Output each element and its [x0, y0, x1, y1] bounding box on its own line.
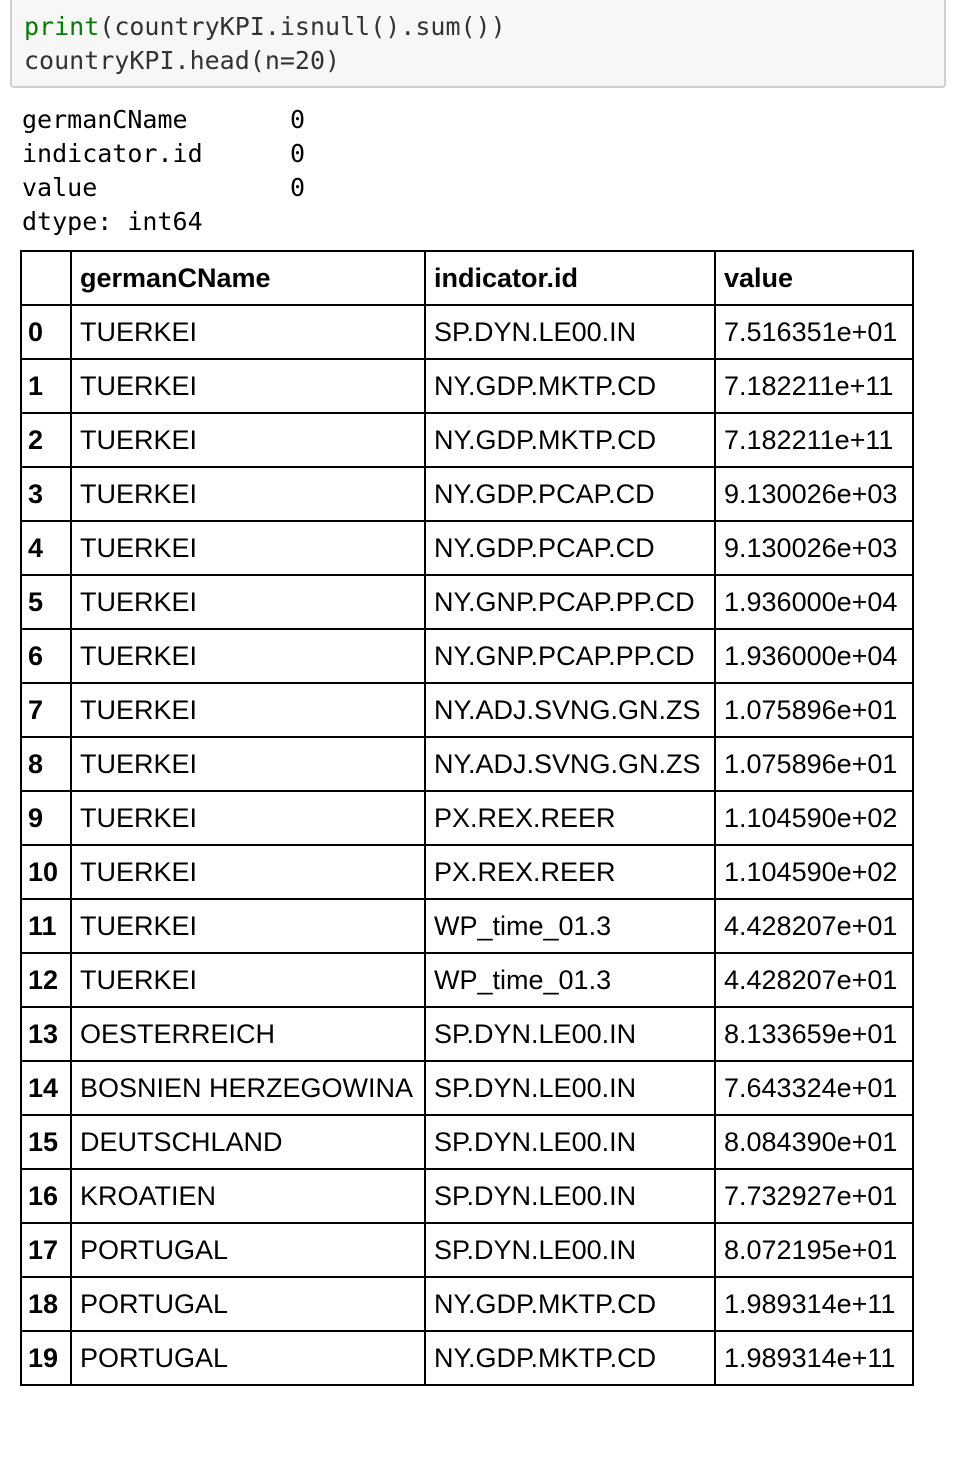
row-index: 19: [21, 1331, 71, 1385]
stdout-value: 0: [290, 105, 306, 134]
table-row: [21, 629, 913, 683]
cell-value: 7.182211e+11: [715, 413, 913, 467]
cell-germancname: TUERKEI: [71, 953, 425, 1007]
table-row: [21, 1007, 913, 1061]
table-row: [21, 305, 913, 359]
table-row: [21, 1061, 913, 1115]
table-body: [21, 305, 913, 1385]
stdout-row: [22, 103, 330, 137]
cell-germancname: DEUTSCHLAND: [71, 1115, 425, 1169]
table-row: [21, 845, 913, 899]
stdout-value: 0: [290, 173, 306, 202]
cell-germancname: BOSNIEN HERZEGOWINA: [71, 1061, 425, 1115]
cell-value: 7.643324e+01: [715, 1061, 913, 1115]
cell-value: 1.989314e+11: [715, 1331, 913, 1385]
table-row: [21, 359, 913, 413]
stdout-row: [22, 137, 330, 171]
cell-value: 8.072195e+01: [715, 1223, 913, 1277]
row-index: 1: [21, 359, 71, 413]
cell-value: 8.133659e+01: [715, 1007, 913, 1061]
table-header-row: [21, 251, 913, 305]
table-row: [21, 413, 913, 467]
cell-germancname: TUERKEI: [71, 845, 425, 899]
code-cell-input[interactable]: [10, 0, 946, 88]
column-header-value: value: [715, 251, 913, 305]
row-index: 14: [21, 1061, 71, 1115]
index-header: [21, 251, 71, 305]
row-index: 13: [21, 1007, 71, 1061]
stdout-dtype: dtype: int64: [22, 207, 203, 236]
row-index: 4: [21, 521, 71, 575]
cell-germancname: PORTUGAL: [71, 1223, 425, 1277]
stdout-series: [22, 103, 330, 205]
table-row: [21, 575, 913, 629]
stdout-value: 0: [290, 139, 306, 168]
cell-indicator-id: SP.DYN.LE00.IN: [425, 1223, 715, 1277]
cell-value: 9.130026e+03: [715, 521, 913, 575]
cell-germancname: PORTUGAL: [71, 1331, 425, 1385]
cell-indicator-id: NY.GDP.MKTP.CD: [425, 1331, 715, 1385]
code-line-1-rest: (countryKPI.isnull().sum()): [99, 12, 506, 41]
code-print-keyword: print: [24, 12, 100, 41]
cell-indicator-id: SP.DYN.LE00.IN: [425, 305, 715, 359]
cell-value: 7.732927e+01: [715, 1169, 913, 1223]
cell-value: 4.428207e+01: [715, 899, 913, 953]
row-index: 17: [21, 1223, 71, 1277]
cell-germancname: TUERKEI: [71, 683, 425, 737]
cell-indicator-id: NY.GNP.PCAP.PP.CD: [425, 575, 715, 629]
cell-germancname: TUERKEI: [71, 467, 425, 521]
cell-value: 1.989314e+11: [715, 1277, 913, 1331]
column-header-germancname: germanCName: [71, 251, 425, 305]
table-row: [21, 953, 913, 1007]
cell-value: 1.104590e+02: [715, 845, 913, 899]
code-line-1: [24, 10, 506, 44]
row-index: 10: [21, 845, 71, 899]
cell-indicator-id: NY.GDP.MKTP.CD: [425, 413, 715, 467]
table-row: [21, 521, 913, 575]
cell-germancname: TUERKEI: [71, 575, 425, 629]
table-row: [21, 467, 913, 521]
row-index: 0: [21, 305, 71, 359]
table-row: [21, 1169, 913, 1223]
table-row: [21, 1223, 913, 1277]
table-row: [21, 1331, 913, 1385]
row-index: 9: [21, 791, 71, 845]
stdout-row: [22, 171, 330, 205]
table-row: [21, 737, 913, 791]
dataframe-table: [20, 250, 914, 1386]
cell-value: 1.104590e+02: [715, 791, 913, 845]
cell-germancname: PORTUGAL: [71, 1277, 425, 1331]
row-index: 7: [21, 683, 71, 737]
cell-indicator-id: SP.DYN.LE00.IN: [425, 1169, 715, 1223]
cell-value: 7.516351e+01: [715, 305, 913, 359]
cell-germancname: TUERKEI: [71, 521, 425, 575]
row-index: 6: [21, 629, 71, 683]
cell-indicator-id: NY.GDP.MKTP.CD: [425, 1277, 715, 1331]
cell-germancname: OESTERREICH: [71, 1007, 425, 1061]
stdout-key: germanCName: [22, 105, 188, 134]
cell-indicator-id: SP.DYN.LE00.IN: [425, 1061, 715, 1115]
cell-value: 4.428207e+01: [715, 953, 913, 1007]
row-index: 12: [21, 953, 71, 1007]
cell-indicator-id: NY.ADJ.SVNG.GN.ZS: [425, 737, 715, 791]
table-row: [21, 1277, 913, 1331]
stdout-key: value: [22, 173, 98, 202]
cell-value: 1.936000e+04: [715, 575, 913, 629]
cell-germancname: TUERKEI: [71, 791, 425, 845]
table-row: [21, 1115, 913, 1169]
cell-germancname: TUERKEI: [71, 899, 425, 953]
row-index: 5: [21, 575, 71, 629]
cell-value: 9.130026e+03: [715, 467, 913, 521]
code-line-2: countryKPI.head(n=20): [24, 46, 341, 75]
row-index: 15: [21, 1115, 71, 1169]
stdout-output: [22, 103, 330, 239]
cell-value: 7.182211e+11: [715, 359, 913, 413]
cell-germancname: TUERKEI: [71, 413, 425, 467]
stdout-key: indicator.id: [22, 139, 203, 168]
row-index: 2: [21, 413, 71, 467]
row-index: 16: [21, 1169, 71, 1223]
cell-germancname: TUERKEI: [71, 305, 425, 359]
table-row: [21, 791, 913, 845]
cell-indicator-id: NY.ADJ.SVNG.GN.ZS: [425, 683, 715, 737]
table-row: [21, 683, 913, 737]
row-index: 8: [21, 737, 71, 791]
row-index: 3: [21, 467, 71, 521]
cell-value: 1.075896e+01: [715, 683, 913, 737]
cell-germancname: TUERKEI: [71, 737, 425, 791]
cell-indicator-id: PX.REX.REER: [425, 791, 715, 845]
cell-indicator-id: NY.GDP.PCAP.CD: [425, 467, 715, 521]
cell-indicator-id: NY.GDP.MKTP.CD: [425, 359, 715, 413]
row-index: 11: [21, 899, 71, 953]
cell-indicator-id: NY.GNP.PCAP.PP.CD: [425, 629, 715, 683]
cell-indicator-id: SP.DYN.LE00.IN: [425, 1115, 715, 1169]
cell-germancname: TUERKEI: [71, 359, 425, 413]
cell-indicator-id: NY.GDP.PCAP.CD: [425, 521, 715, 575]
cell-germancname: KROATIEN: [71, 1169, 425, 1223]
cell-indicator-id: PX.REX.REER: [425, 845, 715, 899]
row-index: 18: [21, 1277, 71, 1331]
cell-germancname: TUERKEI: [71, 629, 425, 683]
column-header-indicator-id: indicator.id: [425, 251, 715, 305]
cell-indicator-id: WP_time_01.3: [425, 953, 715, 1007]
cell-indicator-id: SP.DYN.LE00.IN: [425, 1007, 715, 1061]
table-row: [21, 899, 913, 953]
cell-value: 1.075896e+01: [715, 737, 913, 791]
cell-indicator-id: WP_time_01.3: [425, 899, 715, 953]
cell-value: 8.084390e+01: [715, 1115, 913, 1169]
cell-value: 1.936000e+04: [715, 629, 913, 683]
